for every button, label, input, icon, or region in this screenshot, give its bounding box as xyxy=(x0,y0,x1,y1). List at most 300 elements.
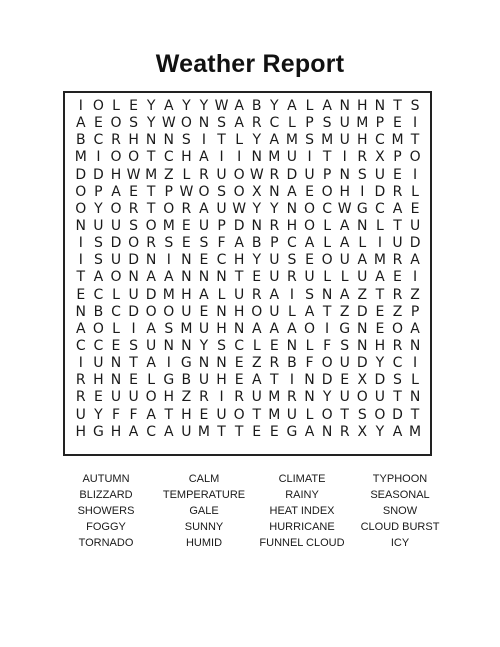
grid-letter[interactable]: A xyxy=(76,115,86,132)
grid-letter[interactable]: N xyxy=(251,149,262,166)
grid-letter[interactable]: T xyxy=(146,200,156,217)
grid-letter[interactable]: U xyxy=(304,269,315,286)
grid-letter[interactable]: T xyxy=(340,406,349,423)
grid-letter[interactable]: B xyxy=(75,132,86,149)
grid-letter[interactable]: S xyxy=(393,372,402,389)
grid-letter[interactable]: A xyxy=(392,423,403,440)
grid-letter[interactable]: L xyxy=(112,320,120,337)
grid-letter[interactable]: N xyxy=(198,269,210,286)
grid-letter[interactable]: N xyxy=(198,355,210,372)
grid-letter[interactable]: S xyxy=(217,115,226,132)
grid-letter[interactable]: O xyxy=(321,183,333,200)
grid-letter[interactable]: O xyxy=(163,200,175,217)
grid-letter[interactable]: L xyxy=(375,217,384,234)
grid-letter[interactable]: L xyxy=(112,98,120,114)
grid-letter[interactable]: Z xyxy=(357,286,368,303)
grid-letter[interactable]: H xyxy=(216,320,227,337)
grid-letter[interactable]: F xyxy=(111,406,121,423)
grid-letter[interactable]: U xyxy=(339,389,350,406)
grid-letter[interactable]: W xyxy=(126,166,141,183)
grid-letter[interactable]: L xyxy=(288,115,296,132)
grid-letter[interactable]: D xyxy=(128,252,139,269)
grid-letter[interactable]: U xyxy=(93,355,104,372)
grid-letter[interactable]: N xyxy=(75,303,87,320)
grid-letter[interactable]: E xyxy=(375,320,385,337)
grid-letter[interactable]: U xyxy=(181,303,192,320)
grid-letter[interactable]: L xyxy=(235,132,244,149)
grid-letter[interactable]: N xyxy=(181,252,192,269)
grid-letter[interactable]: E xyxy=(76,286,86,303)
grid-letter[interactable]: H xyxy=(181,149,192,166)
grid-letter[interactable]: R xyxy=(234,389,244,406)
grid-letter[interactable]: M xyxy=(197,423,210,440)
grid-letter[interactable]: U xyxy=(110,217,122,234)
grid-letter[interactable]: S xyxy=(93,252,103,269)
grid-letter[interactable]: E xyxy=(129,372,138,389)
grid-letter[interactable]: T xyxy=(393,217,402,234)
grid-letter[interactable]: C xyxy=(322,200,332,217)
grid-letter[interactable]: A xyxy=(146,269,156,286)
grid-letter[interactable]: U xyxy=(269,252,280,269)
grid-letter[interactable]: O xyxy=(92,98,104,114)
grid-letter[interactable]: C xyxy=(93,286,104,303)
grid-letter[interactable]: L xyxy=(305,406,314,423)
grid-letter[interactable]: T xyxy=(76,269,86,286)
grid-letter[interactable]: N xyxy=(286,200,298,217)
grid-letter[interactable]: L xyxy=(340,269,349,286)
grid-letter[interactable]: B xyxy=(93,303,104,320)
grid-letter[interactable]: M xyxy=(145,166,158,183)
grid-letter[interactable]: E xyxy=(181,235,191,252)
grid-letter[interactable]: E xyxy=(199,252,209,269)
grid-letter[interactable]: I xyxy=(201,132,207,149)
grid-letter[interactable]: A xyxy=(339,286,350,303)
grid-letter[interactable]: O xyxy=(110,200,122,217)
grid-letter[interactable]: E xyxy=(410,200,420,217)
grid-letter[interactable]: N xyxy=(357,217,368,234)
grid-letter[interactable]: A xyxy=(392,200,403,217)
grid-letter[interactable]: A xyxy=(163,423,174,440)
grid-letter[interactable]: B xyxy=(251,98,262,114)
grid-letter[interactable]: N xyxy=(163,337,174,354)
grid-letter[interactable]: N xyxy=(216,269,227,286)
grid-letter[interactable]: Y xyxy=(199,98,209,114)
grid-letter[interactable]: L xyxy=(411,372,419,389)
grid-letter[interactable]: P xyxy=(375,115,385,132)
grid-letter[interactable]: Y xyxy=(252,252,262,269)
grid-letter[interactable]: H xyxy=(339,183,350,200)
grid-letter[interactable]: Z xyxy=(163,166,174,183)
grid-letter[interactable]: H xyxy=(75,423,87,440)
grid-letter[interactable]: Z xyxy=(251,355,262,372)
grid-letter[interactable]: A xyxy=(128,423,139,440)
grid-letter[interactable]: O xyxy=(356,389,368,406)
grid-letter[interactable]: S xyxy=(129,217,139,234)
grid-letter[interactable]: E xyxy=(93,115,103,132)
grid-letter[interactable]: Z xyxy=(392,303,403,320)
grid-letter[interactable]: D xyxy=(356,355,368,372)
grid-letter[interactable]: S xyxy=(93,235,103,252)
grid-letter[interactable]: E xyxy=(393,166,402,183)
grid-letter[interactable]: Y xyxy=(375,355,385,372)
grid-letter[interactable]: E xyxy=(129,98,138,114)
grid-letter[interactable]: U xyxy=(286,149,298,166)
grid-letter[interactable]: X xyxy=(251,183,262,200)
grid-letter[interactable]: S xyxy=(322,115,332,132)
grid-letter[interactable]: C xyxy=(93,132,104,149)
grid-letter[interactable]: I xyxy=(325,320,330,337)
grid-letter[interactable]: G xyxy=(339,320,351,337)
grid-letter[interactable]: D xyxy=(128,303,139,320)
grid-letter[interactable]: A xyxy=(146,320,156,337)
grid-letter[interactable]: D xyxy=(145,286,157,303)
grid-letter[interactable]: I xyxy=(237,149,242,166)
grid-letter[interactable]: I xyxy=(78,235,83,252)
grid-letter[interactable]: R xyxy=(269,166,280,183)
grid-letter[interactable]: O xyxy=(145,303,157,320)
grid-letter[interactable]: R xyxy=(339,423,350,440)
grid-letter[interactable]: U xyxy=(75,406,86,423)
grid-letter[interactable]: P xyxy=(305,115,314,132)
grid-letter[interactable]: P xyxy=(410,303,420,320)
grid-letter[interactable]: X xyxy=(357,372,368,389)
grid-letter[interactable]: U xyxy=(93,217,104,234)
grid-letter[interactable]: R xyxy=(146,235,157,252)
grid-letter[interactable]: U xyxy=(198,217,210,234)
grid-letter[interactable]: O xyxy=(110,269,122,286)
grid-letter[interactable]: Y xyxy=(322,389,332,406)
grid-letter[interactable]: A xyxy=(287,320,297,337)
grid-letter[interactable]: M xyxy=(285,132,298,149)
grid-letter[interactable]: R xyxy=(287,389,297,406)
grid-letter[interactable]: T xyxy=(146,183,156,200)
grid-letter[interactable]: I xyxy=(131,320,136,337)
grid-letter[interactable]: L xyxy=(305,337,314,354)
grid-letter[interactable]: N xyxy=(163,132,174,149)
grid-letter[interactable]: S xyxy=(181,132,191,149)
grid-letter[interactable]: T xyxy=(393,389,402,406)
grid-letter[interactable]: O xyxy=(110,149,122,166)
grid-letter[interactable]: I xyxy=(413,115,418,132)
grid-letter[interactable]: L xyxy=(112,286,120,303)
grid-letter[interactable]: C xyxy=(375,132,385,149)
grid-letter[interactable]: O xyxy=(163,303,175,320)
grid-letter[interactable]: H xyxy=(181,406,192,423)
grid-letter[interactable]: O xyxy=(233,406,245,423)
grid-letter[interactable]: P xyxy=(322,166,332,183)
grid-letter[interactable]: U xyxy=(146,337,157,354)
grid-letter[interactable]: N xyxy=(409,337,421,354)
grid-letter[interactable]: E xyxy=(269,423,279,440)
grid-letter[interactable]: F xyxy=(323,337,332,354)
grid-letter[interactable]: M xyxy=(162,286,175,303)
grid-letter[interactable]: L xyxy=(323,217,332,234)
grid-letter[interactable]: G xyxy=(180,355,192,372)
grid-letter[interactable]: Z xyxy=(339,303,350,320)
grid-letter[interactable]: A xyxy=(146,355,156,372)
grid-letter[interactable]: M xyxy=(74,149,87,166)
grid-letter[interactable]: U xyxy=(339,355,350,372)
grid-letter[interactable]: A xyxy=(339,217,350,234)
grid-letter[interactable]: O xyxy=(374,406,386,423)
grid-letter[interactable]: I xyxy=(78,98,83,114)
grid-letter[interactable]: C xyxy=(111,303,121,320)
grid-letter[interactable]: N xyxy=(269,183,280,200)
grid-letter[interactable]: U xyxy=(216,166,227,183)
grid-letter[interactable]: G xyxy=(163,372,175,389)
grid-letter[interactable]: M xyxy=(268,149,281,166)
grid-letter[interactable]: O xyxy=(321,252,333,269)
grid-letter[interactable]: O xyxy=(75,183,87,200)
grid-letter[interactable]: O xyxy=(304,200,316,217)
grid-letter[interactable]: D xyxy=(409,235,421,252)
grid-letter[interactable]: I xyxy=(219,389,224,406)
grid-letter[interactable]: A xyxy=(375,269,385,286)
grid-letter[interactable]: S xyxy=(217,183,226,200)
grid-letter[interactable]: R xyxy=(269,217,280,234)
grid-letter[interactable]: S xyxy=(287,252,297,269)
grid-letter[interactable]: W xyxy=(232,200,247,217)
grid-letter[interactable]: C xyxy=(375,200,385,217)
grid-letter[interactable]: N xyxy=(286,337,298,354)
grid-letter[interactable]: S xyxy=(217,337,226,354)
grid-letter[interactable]: F xyxy=(129,406,138,423)
grid-letter[interactable]: A xyxy=(163,98,174,114)
grid-letter[interactable]: U xyxy=(269,303,280,320)
grid-letter[interactable]: O xyxy=(304,320,316,337)
grid-letter[interactable]: U xyxy=(392,235,403,252)
grid-letter[interactable]: D xyxy=(374,183,386,200)
grid-letter[interactable]: U xyxy=(128,389,139,406)
grid-letter[interactable]: Y xyxy=(270,98,279,114)
grid-letter[interactable]: L xyxy=(411,183,419,200)
grid-letter[interactable]: O xyxy=(233,166,245,183)
grid-letter[interactable]: U xyxy=(234,286,245,303)
grid-letter[interactable]: N xyxy=(128,269,139,286)
grid-letter[interactable]: A xyxy=(287,98,297,114)
grid-letter[interactable]: R xyxy=(392,252,403,269)
grid-letter[interactable]: N xyxy=(216,303,227,320)
grid-letter[interactable]: N xyxy=(357,320,368,337)
grid-letter[interactable]: A xyxy=(199,286,209,303)
grid-letter[interactable]: R xyxy=(111,132,121,149)
grid-letter[interactable]: E xyxy=(234,372,244,389)
grid-letter[interactable]: L xyxy=(358,235,367,252)
grid-letter[interactable]: O xyxy=(180,115,192,132)
grid-letter[interactable]: L xyxy=(305,98,314,114)
grid-letter[interactable]: A xyxy=(410,252,420,269)
grid-letter[interactable]: R xyxy=(269,355,280,372)
grid-letter[interactable]: A xyxy=(93,269,104,286)
grid-letter[interactable]: S xyxy=(410,98,420,114)
grid-letter[interactable]: O xyxy=(145,217,157,234)
grid-letter[interactable]: N xyxy=(339,166,350,183)
grid-letter[interactable]: A xyxy=(199,149,209,166)
grid-letter[interactable]: R xyxy=(75,389,86,406)
grid-letter[interactable]: L xyxy=(252,337,261,354)
grid-letter[interactable]: U xyxy=(110,252,122,269)
grid-letter[interactable]: D xyxy=(321,372,333,389)
grid-letter[interactable]: M xyxy=(268,406,281,423)
grid-letter[interactable]: S xyxy=(357,406,367,423)
grid-letter[interactable]: E xyxy=(93,389,103,406)
grid-letter[interactable]: I xyxy=(360,183,365,200)
grid-letter[interactable]: R xyxy=(392,286,403,303)
grid-letter[interactable]: H xyxy=(357,98,368,114)
grid-letter[interactable]: E xyxy=(199,406,209,423)
grid-letter[interactable]: A xyxy=(339,235,350,252)
grid-letter[interactable]: C xyxy=(392,355,403,372)
grid-letter[interactable]: H xyxy=(233,252,245,269)
grid-letter[interactable]: H xyxy=(110,166,122,183)
grid-letter[interactable]: C xyxy=(234,337,245,354)
grid-letter[interactable]: Z xyxy=(410,286,420,303)
grid-letter[interactable]: N xyxy=(110,355,122,372)
grid-letter[interactable]: D xyxy=(233,217,245,234)
grid-letter[interactable]: T xyxy=(234,269,244,286)
grid-letter[interactable]: U xyxy=(251,389,262,406)
grid-letter[interactable]: L xyxy=(182,166,191,183)
grid-letter[interactable]: O xyxy=(391,320,403,337)
grid-letter[interactable]: U xyxy=(339,132,350,149)
grid-letter[interactable]: T xyxy=(217,132,226,149)
grid-letter[interactable]: O xyxy=(321,406,333,423)
grid-letter[interactable]: W xyxy=(249,166,264,183)
grid-letter[interactable]: R xyxy=(251,115,262,132)
grid-letter[interactable]: Y xyxy=(94,406,103,423)
grid-letter[interactable]: A xyxy=(163,269,174,286)
grid-letter[interactable]: T xyxy=(270,372,279,389)
grid-letter[interactable]: C xyxy=(287,235,297,252)
grid-letter[interactable]: M xyxy=(391,132,404,149)
grid-letter[interactable]: T xyxy=(393,98,402,114)
grid-letter[interactable]: C xyxy=(163,149,174,166)
grid-letter[interactable]: O xyxy=(409,149,421,166)
grid-letter[interactable]: S xyxy=(129,115,139,132)
grid-letter[interactable]: U xyxy=(357,269,368,286)
grid-letter[interactable]: E xyxy=(234,355,244,372)
grid-letter[interactable]: N xyxy=(233,320,245,337)
grid-letter[interactable]: U xyxy=(128,286,139,303)
grid-letter[interactable]: T xyxy=(234,423,244,440)
grid-letter[interactable]: S xyxy=(129,337,139,354)
grid-letter[interactable]: U xyxy=(286,406,298,423)
grid-letter[interactable]: F xyxy=(217,235,226,252)
grid-letter[interactable]: M xyxy=(356,115,369,132)
grid-letter[interactable]: H xyxy=(374,337,386,354)
grid-letter[interactable]: R xyxy=(128,200,139,217)
grid-letter[interactable]: X xyxy=(357,423,368,440)
grid-letter[interactable]: I xyxy=(166,355,171,372)
grid-letter[interactable]: H xyxy=(357,132,368,149)
grid-letter[interactable]: A xyxy=(234,98,244,114)
grid-letter[interactable]: A xyxy=(251,320,262,337)
grid-letter[interactable]: O xyxy=(251,303,263,320)
grid-letter[interactable]: U xyxy=(198,372,210,389)
grid-letter[interactable]: D xyxy=(286,166,298,183)
grid-letter[interactable]: A xyxy=(304,423,315,440)
grid-letter[interactable]: E xyxy=(305,252,314,269)
grid-letter[interactable]: Y xyxy=(94,200,103,217)
grid-letter[interactable]: A xyxy=(304,235,315,252)
grid-letter[interactable]: S xyxy=(357,166,367,183)
grid-letter[interactable]: S xyxy=(340,337,350,354)
grid-letter[interactable]: B xyxy=(287,355,297,372)
grid-letter[interactable]: N xyxy=(357,337,368,354)
grid-letter[interactable]: T xyxy=(322,149,332,166)
grid-letter[interactable]: H xyxy=(93,372,104,389)
grid-letter[interactable]: I xyxy=(78,252,83,269)
grid-letter[interactable]: H xyxy=(181,286,192,303)
grid-letter[interactable]: U xyxy=(304,166,315,183)
grid-letter[interactable]: O xyxy=(128,149,140,166)
grid-letter[interactable]: I xyxy=(413,269,418,286)
grid-letter[interactable]: E xyxy=(252,423,262,440)
grid-letter[interactable]: E xyxy=(393,115,402,132)
grid-letter[interactable]: L xyxy=(147,372,156,389)
grid-letter[interactable]: I xyxy=(342,149,347,166)
grid-letter[interactable]: R xyxy=(251,286,262,303)
grid-letter[interactable]: A xyxy=(269,320,280,337)
grid-letter[interactable]: P xyxy=(164,183,173,200)
grid-letter[interactable]: Y xyxy=(146,98,156,114)
grid-letter[interactable]: D xyxy=(374,372,386,389)
grid-letter[interactable]: S xyxy=(164,235,174,252)
grid-letter[interactable]: N xyxy=(321,423,333,440)
grid-letter[interactable]: W xyxy=(161,115,176,132)
grid-letter[interactable]: P xyxy=(94,183,103,200)
grid-letter[interactable]: A xyxy=(287,183,297,200)
grid-letter[interactable]: N xyxy=(321,286,333,303)
grid-letter[interactable]: I xyxy=(413,166,418,183)
grid-letter[interactable]: O xyxy=(128,235,140,252)
grid-letter[interactable]: R xyxy=(199,389,209,406)
grid-letter[interactable]: U xyxy=(269,269,280,286)
grid-letter[interactable]: X xyxy=(375,149,385,166)
grid-letter[interactable]: N xyxy=(145,252,157,269)
grid-letter[interactable]: D xyxy=(75,166,87,183)
grid-letter[interactable]: W xyxy=(179,183,194,200)
grid-letter[interactable]: C xyxy=(93,337,104,354)
grid-letter[interactable]: G xyxy=(356,200,368,217)
grid-letter[interactable]: L xyxy=(323,235,332,252)
grid-letter[interactable]: D xyxy=(93,166,104,183)
grid-letter[interactable]: R xyxy=(357,149,368,166)
grid-letter[interactable]: M xyxy=(321,132,334,149)
grid-letter[interactable]: Y xyxy=(182,98,191,114)
grid-letter[interactable]: U xyxy=(409,217,421,234)
grid-letter[interactable]: N xyxy=(198,115,210,132)
grid-letter[interactable]: P xyxy=(270,235,279,252)
grid-letter[interactable]: Y xyxy=(270,200,279,217)
grid-letter[interactable]: H xyxy=(216,372,227,389)
grid-letter[interactable]: E xyxy=(393,269,402,286)
grid-letter[interactable]: U xyxy=(339,252,350,269)
grid-letter[interactable]: T xyxy=(375,286,385,303)
grid-letter[interactable]: I xyxy=(96,149,101,166)
grid-letter[interactable]: H xyxy=(128,132,139,149)
grid-letter[interactable]: O xyxy=(304,217,316,234)
grid-letter[interactable]: T xyxy=(410,406,420,423)
grid-letter[interactable]: A xyxy=(269,286,280,303)
grid-letter[interactable]: A xyxy=(234,235,244,252)
grid-letter[interactable]: I xyxy=(377,235,382,252)
grid-letter[interactable]: H xyxy=(163,389,175,406)
grid-letter[interactable]: R xyxy=(392,183,403,200)
grid-letter[interactable]: T xyxy=(410,132,420,149)
grid-letter[interactable]: M xyxy=(180,320,193,337)
grid-letter[interactable]: W xyxy=(214,98,229,114)
